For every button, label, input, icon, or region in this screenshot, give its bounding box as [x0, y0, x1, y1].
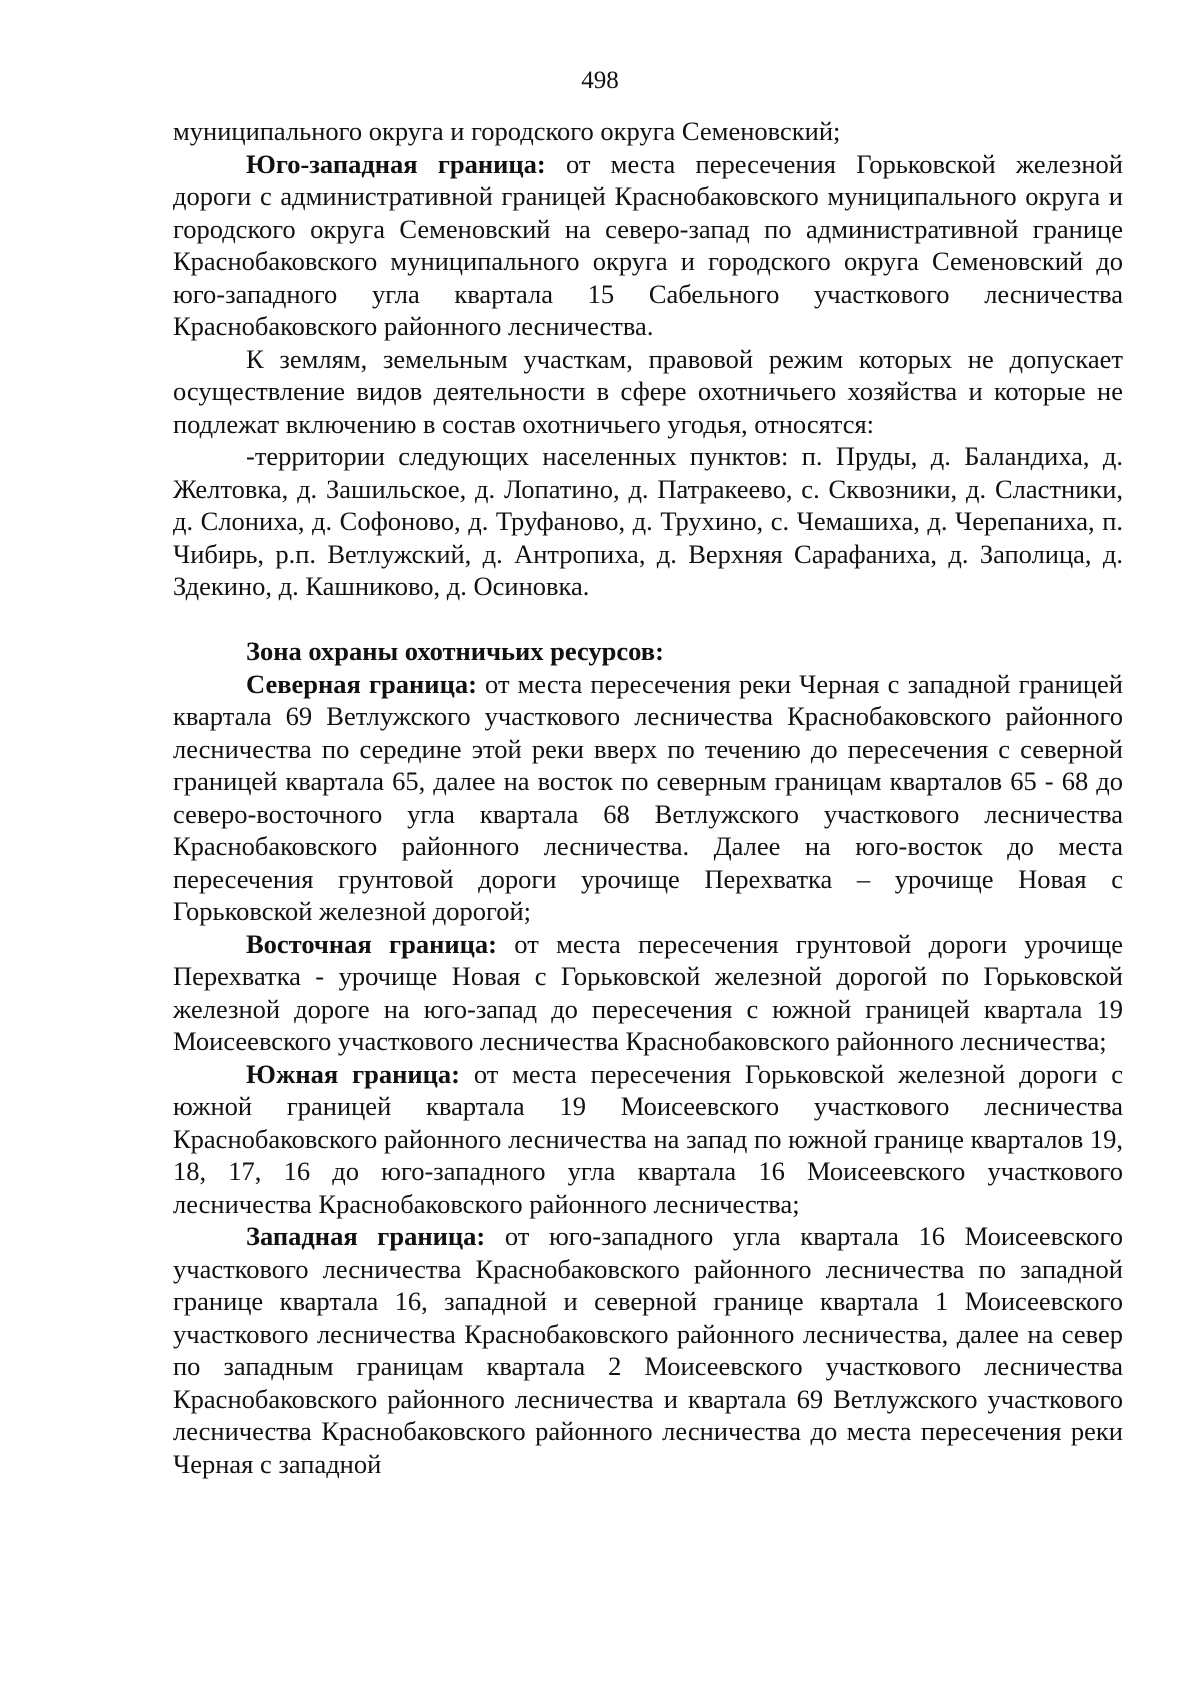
southwest-border-text: от места пересечения Горьковской железной дороги с административной границей Краснобаковского муниципального округа и городского округа Семеновский на северо-запад по административной границе Краснобаковского муниципального округа и городского округа Семеновский до юго-западного угла квартала 15 Сабельного участкового лесничества Краснобаковского районного лесничества.: [173, 148, 1123, 341]
paragraph-excluded-lands: К землям, земельным участкам, правовой режим которых не допускает осуществление видов деятельности в сфере охотничьего хозяйства и которые не подлежат включению в состав охотничьего угодья, относятся:: [173, 343, 1123, 439]
paragraph-west-border: [173, 1220, 1123, 1480]
west-border-label: Западная граница:: [246, 1221, 486, 1251]
east-border-label: Восточная граница:: [246, 928, 497, 959]
paragraph-east-border: [173, 928, 1123, 1058]
north-border-text: от места пересечения реки Черная с западной границей квартала 69 Ветлужского участкового лесничества Краснобаковского районного лесничества по середине этой реки вверх по течению до пересечения с северной границей квартала 65, далее на восток по северным границам кварталов 65 - 68 до северо-восточного угла квартала 68 Ветлужского участкового лесничества Краснобаковского районного лесничества. Далее на юго-восток до места пересечения грунтовой дороги урочище Перехватка – урочище Новая с Горьковской железной дорогой;: [173, 668, 1123, 926]
paragraph-south-border: [173, 1058, 1123, 1221]
blank-line: [173, 603, 1123, 636]
south-border-text: от места пересечения Горьковской железной дороги с южной границей квартала 19 Моисеевского участкового лесничества Краснобаковского районного лесничества на запад по южной границе кварталов 19, 18, 17, 16 до юго-западного угла квартала 16 Моисеевского участкового лесничества Краснобаковского районного лесничества;: [173, 1058, 1124, 1219]
paragraph-southwest-border: [173, 148, 1123, 343]
paragraph-settlements-list: -территории следующих населенных пунктов: п. Пруды, д. Баландиха, д. Желтовка, д. Зашильское, д. Лопатино, д. Патракеево, с. Сквозники, д. Сластники, д. Слониха, д. Софоново, д. Труфаново, д. Трухино, с. Чемашиха, д. Черепаниха, п. Чибирь, р.п. Ветлужский, д. Антропиха, д. Верхняя Сарафаниха, д. Заполица, д. Здекино, д. Кашниково, д. Осиновка.: [173, 441, 1123, 601]
zone-heading: Зона охраны охотничьих ресурсов:: [246, 636, 664, 666]
paragraph-north-border: [173, 668, 1123, 928]
southwest-border-label: Юго-западная граница:: [246, 148, 546, 179]
east-border-text: от места пересечения грунтовой дороги урочище Перехватка - урочище Новая с Горьковской железной дорогой по Горьковской железной дороге на юго-запад до пересечения с южной границей квартала 19 Моисеевского участкового лесничества Краснобаковского районного лесничества;: [173, 928, 1123, 1056]
south-border-label: Южная граница:: [246, 1058, 460, 1089]
page-number: 498: [581, 67, 619, 94]
paragraph-continuation: муниципального округа и городского округа Семеновский;: [173, 116, 841, 146]
north-border-label: Северная граница:: [246, 668, 477, 699]
document-body: [173, 115, 1123, 1480]
west-border-text: от юго-западного угла квартала 16 Моисеевского участкового лесничества Краснобаковского районного лесничества по западной границе квартала 16, западной и северной границе квартала 1 Моисеевского участкового лесничества Краснобаковского районного лесничества, далее на север по западным границам квартала 2 Моисеевского участкового лесничества Краснобаковского районного лесничества и квартала 69 Ветлужского участкового лесничества Краснобаковского районного лесничества до места пересечения реки Черная с западной: [173, 1221, 1123, 1479]
